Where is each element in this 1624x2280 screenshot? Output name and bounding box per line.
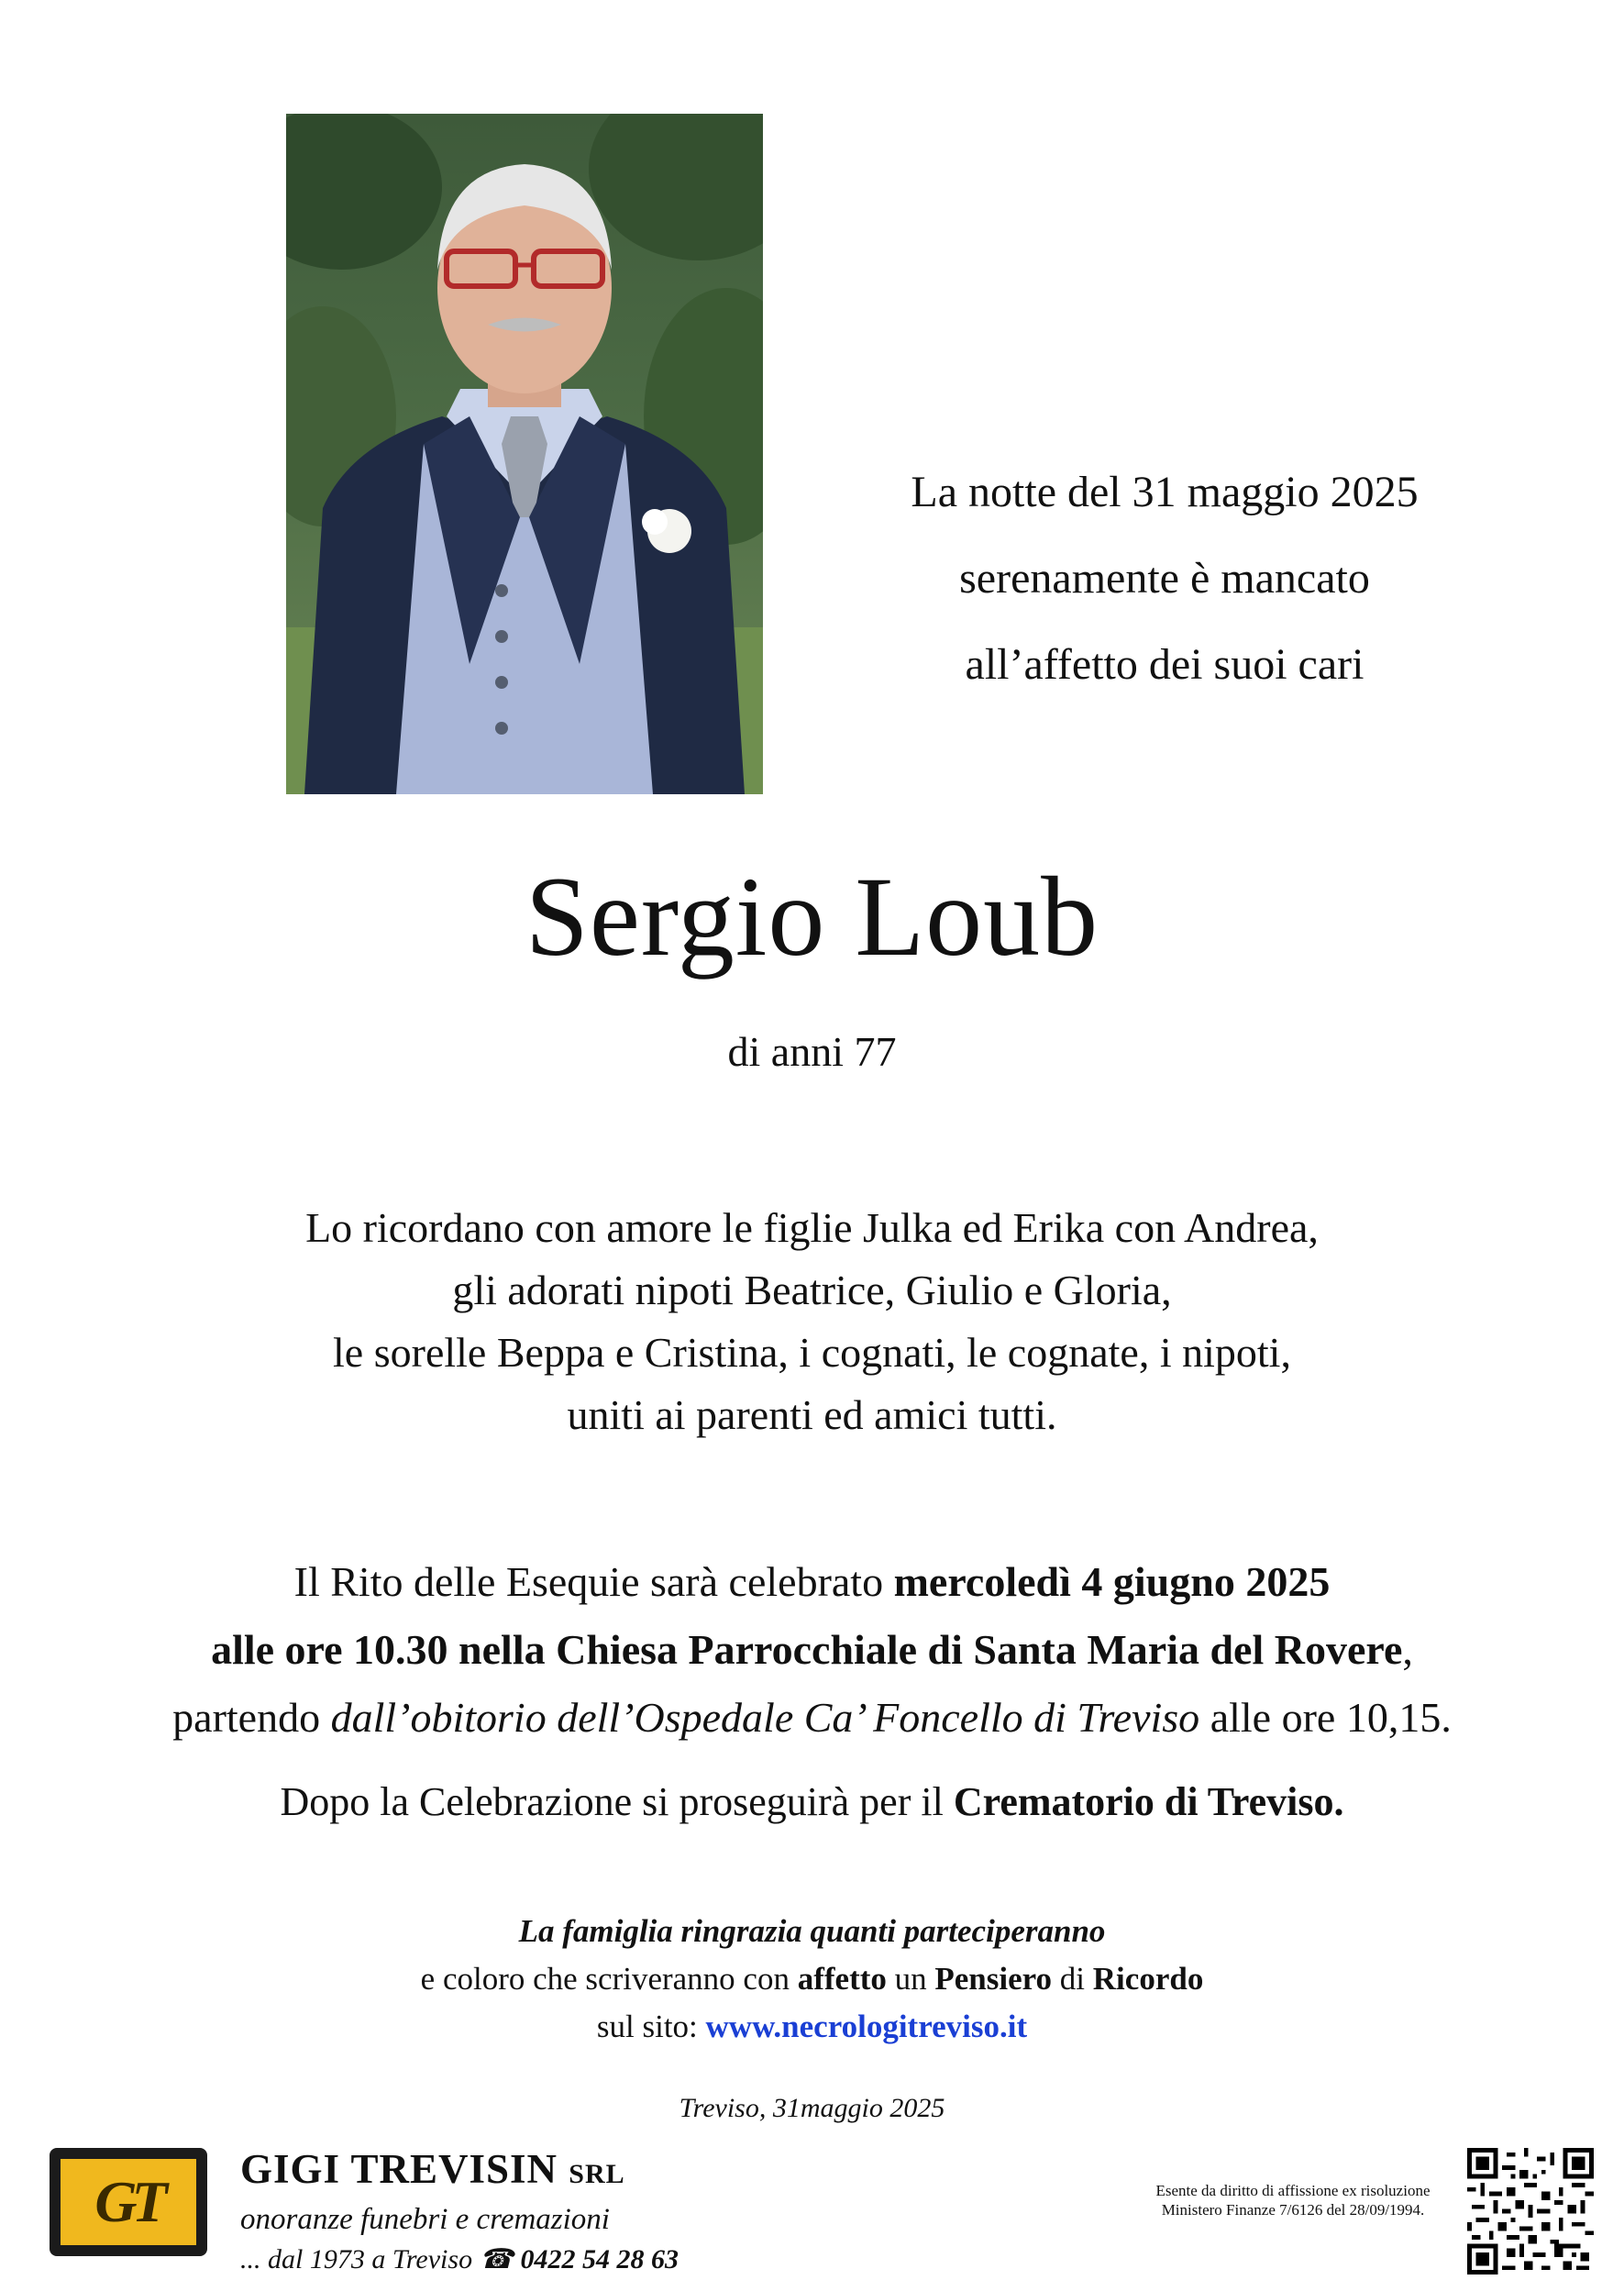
intro-text bbox=[807, 449, 1522, 708]
exemption-note bbox=[1119, 2181, 1467, 2219]
company-name: GIGI TREVISIN bbox=[240, 2146, 558, 2192]
funeral-text: partendo bbox=[172, 1694, 331, 1741]
thanks-text: e coloro che scriveranno con bbox=[420, 1961, 798, 1997]
website-link[interactable]: www.necrologitreviso.it bbox=[705, 2009, 1028, 2044]
mourners-paragraph bbox=[0, 1197, 1624, 1446]
mourners-line: gli adorati nipoti Beatrice, Giulio e Gloria, bbox=[452, 1267, 1172, 1313]
company-name-line bbox=[240, 2144, 735, 2199]
funeral-text: Il Rito delle Esequie sarà celebrato bbox=[293, 1558, 894, 1605]
thanks-bold: affetto bbox=[797, 1961, 887, 1997]
exemption-line-2: Ministero Finanze 7/6126 del 28/09/1994. bbox=[1161, 2201, 1425, 2219]
funeral-time-place: alle ore 10.30 nella Chiesa Parrocchiale di Santa Maria del Rovere bbox=[211, 1626, 1403, 1673]
thanks-line-2 bbox=[0, 1955, 1624, 2003]
exemption-line-1: Esente da diritto di affissione ex risoluzione bbox=[1155, 2182, 1431, 2199]
company-since: ... dal 1973 a Treviso bbox=[240, 2244, 473, 2274]
intro-line-2: serenamente è mancato bbox=[959, 554, 1370, 603]
company-since-line bbox=[240, 2240, 735, 2280]
crematorium: Crematorio di Treviso. bbox=[953, 1779, 1344, 1824]
after-text: Dopo la Celebrazione si proseguirà per il bbox=[280, 1779, 954, 1824]
mourners-line: le sorelle Beppa e Cristina, i cognati, le cognate, i nipoti, bbox=[333, 1329, 1291, 1376]
intro-line-3: all’affetto dei suoi cari bbox=[965, 640, 1364, 689]
thanks-line-3 bbox=[0, 2003, 1624, 2051]
funeral-date: mercoledì 4 giugno 2025 bbox=[893, 1558, 1331, 1605]
funeral-line-3 bbox=[0, 1684, 1624, 1752]
thanks-line-1: La famiglia ringrazia quanti parteciperanno bbox=[518, 1913, 1106, 1949]
thanks-text: sul sito: bbox=[596, 2009, 706, 2044]
funeral-text: alle ore 10,15. bbox=[1199, 1694, 1452, 1741]
mourners-line: Lo ricordano con amore le figlie Julka ed Erika con Andrea, bbox=[305, 1204, 1319, 1251]
funeral-departure: dall’obitorio dell’Ospedale Ca’ Foncello di Treviso bbox=[330, 1694, 1200, 1741]
phone-icon: ☎ bbox=[479, 2244, 514, 2274]
deceased-age: di anni 77 bbox=[727, 1028, 897, 1075]
intro-line-1: La notte del 31 maggio 2025 bbox=[911, 468, 1419, 516]
company-info bbox=[240, 2144, 735, 2280]
place-date: Treviso, 31maggio 2025 bbox=[679, 2093, 945, 2123]
thanks-text: un bbox=[886, 1961, 935, 1997]
thanks-text: di bbox=[1052, 1961, 1093, 1997]
qr-code-icon[interactable] bbox=[1467, 2148, 1594, 2274]
portrait-photo bbox=[286, 114, 763, 794]
company-phone: 0422 54 28 63 bbox=[520, 2244, 679, 2274]
thanks-section bbox=[0, 1908, 1624, 2051]
thanks-bold: Ricordo bbox=[1092, 1961, 1204, 1997]
thanks-bold: Pensiero bbox=[934, 1961, 1053, 1997]
company-logo bbox=[50, 2148, 207, 2256]
after-ceremony bbox=[0, 1775, 1624, 1830]
funeral-line-2 bbox=[0, 1616, 1624, 1684]
funeral-details bbox=[0, 1548, 1624, 1752]
mourners-line: uniti ai parenti ed amici tutti. bbox=[567, 1391, 1057, 1438]
logo-monogram: GT bbox=[61, 2159, 196, 2245]
company-suffix: SRL bbox=[569, 2159, 625, 2189]
funeral-line-1 bbox=[0, 1548, 1624, 1616]
company-tagline: onoranze funebri e cremazioni bbox=[240, 2203, 610, 2236]
deceased-name: Sergio Loub bbox=[525, 854, 1099, 980]
funeral-text: , bbox=[1402, 1626, 1413, 1673]
